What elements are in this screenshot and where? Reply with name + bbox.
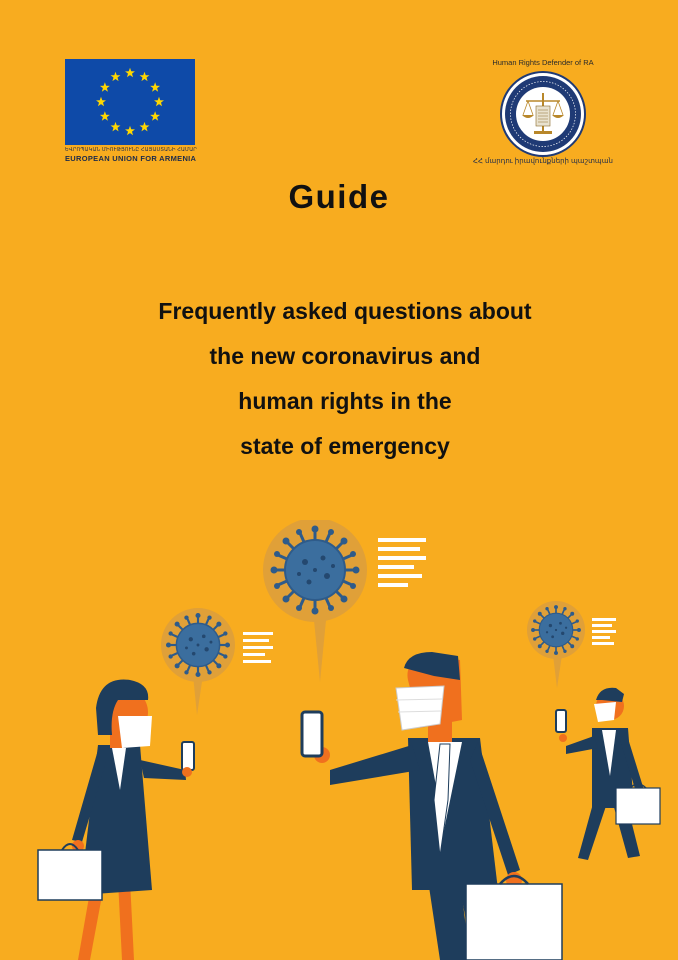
virus-icon (161, 608, 273, 715)
masked-person-icon (556, 688, 660, 860)
hrd-subtitle: ՀՀ մարդու իրավունքների պաշտպան (473, 158, 613, 165)
hrd-title: Human Rights Defender of RA (492, 58, 594, 67)
subtitle-line: state of emergency (240, 433, 450, 459)
virus-icon (263, 520, 426, 682)
subtitle-line: human rights in the (238, 388, 452, 414)
eu-title: EUROPEAN UNION FOR ARMENIA (65, 154, 197, 163)
document-subtitle (40, 289, 650, 469)
subtitle-line: Frequently asked questions about (158, 298, 532, 324)
masked-person-icon (38, 680, 194, 960)
scales-of-justice-seal-icon (500, 71, 586, 157)
coronavirus-illustration (0, 520, 678, 960)
masked-person-icon (302, 652, 562, 960)
subtitle-line: the new coronavirus and (209, 343, 481, 369)
virus-icon (527, 601, 616, 688)
eu-subtitle: ԵՎՐՈՊԱԿԱՆ ՄԻՈՒԹՅՈՒՆԸ ՀԱՅԱՍՏԱՆԻ ՀԱՄԱՐ (65, 147, 197, 153)
page-title: Guide (288, 178, 390, 215)
eu-flag-icon (65, 59, 195, 145)
